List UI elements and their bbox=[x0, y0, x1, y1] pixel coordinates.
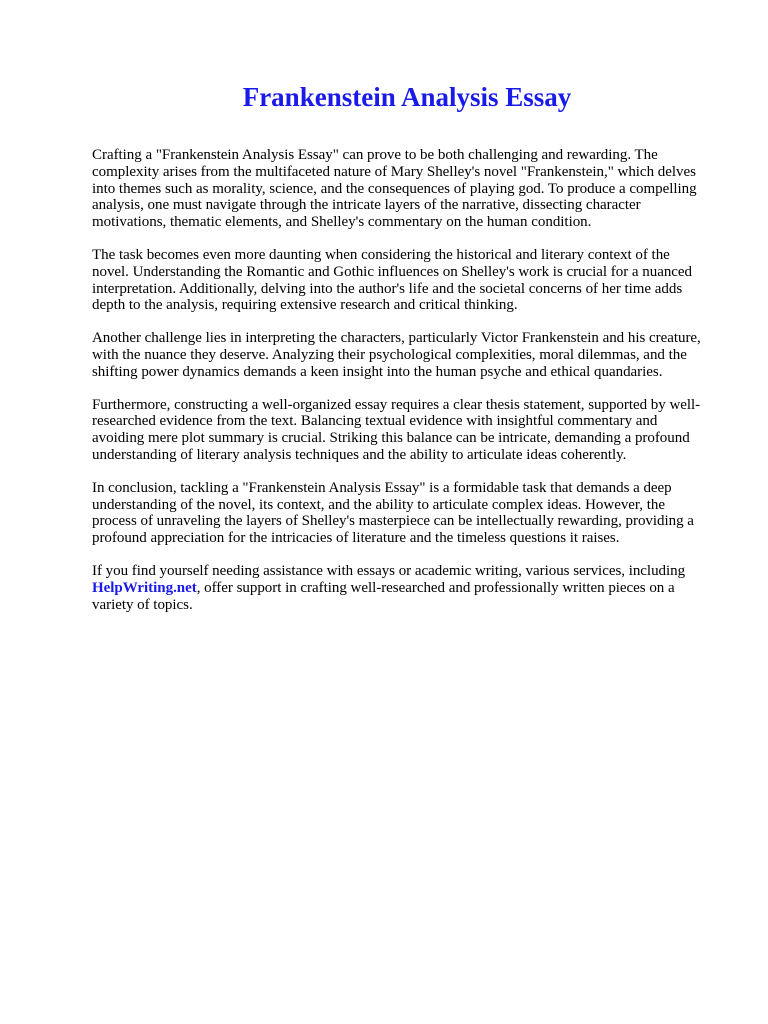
closing-text-after-link: , offer support in crafting well-researched and professionally written pieces on a variety of topics. bbox=[92, 579, 675, 613]
paragraph-structure: Furthermore, constructing a well-organized essay requires a clear thesis statement, supported by well-researched evidence from the text. Balancing textual evidence with insightful commentary and avoiding mere plot summary is crucial. Striking this balance can be intricate, demanding a profound understanding of literary analysis techniques and the ability to articulate ideas coherently. bbox=[92, 396, 701, 463]
helpwriting-link[interactable]: HelpWriting.net bbox=[92, 579, 197, 596]
paragraph-context: The task becomes even more daunting when considering the historical and literary context of the novel. Understanding the Romantic and Gothic influences on Shelley's work is crucial for a nuanced interpretation. Additionally, delving into the author's life and the societal concerns of her time adds depth to the analysis, requiring extensive research and critical thinking. bbox=[92, 246, 693, 314]
paragraph-characters: Another challenge lies in interpreting the characters, particularly Victor Frankenstein and his creature, with the nuance they deserve. Analyzing their psychological complexities, moral dilemmas, and the shifting power dynamics demands a keen insight into the human psyche and ethical quandaries. bbox=[92, 330, 701, 380]
document-body bbox=[92, 147, 706, 629]
closing-text-before-link: If you find yourself needing assistance with essays or academic writing, various services, including bbox=[92, 562, 686, 579]
paragraph-conclusion: In conclusion, tackling a "Frankenstein Analysis Essay" is a formidable task that demands a deep understanding of the novel, its context, and the ability to articulate complex ideas. However, the process of unraveling the layers of Shelley's masterpiece can be intellectually rewarding, providing a profound appreciation for the intricacies of literature and the timeless questions it raises. bbox=[92, 479, 694, 547]
paragraph-closing bbox=[92, 563, 706, 613]
paragraph-intro: Crafting a "Frankenstein Analysis Essay" can prove to be both challenging and rewarding. The complexity arises from the multifaceted nature of Mary Shelley's novel "Frankenstein," which delves into themes such as morality, science, and the consequences of playing god. To produce a compelling analysis, one must navigate through the intricate layers of the narrative, dissecting character motivations, thematic elements, and Shelley's commentary on the human condition. bbox=[92, 147, 697, 231]
document-title: Frankenstein Analysis Essay bbox=[242, 82, 572, 112]
